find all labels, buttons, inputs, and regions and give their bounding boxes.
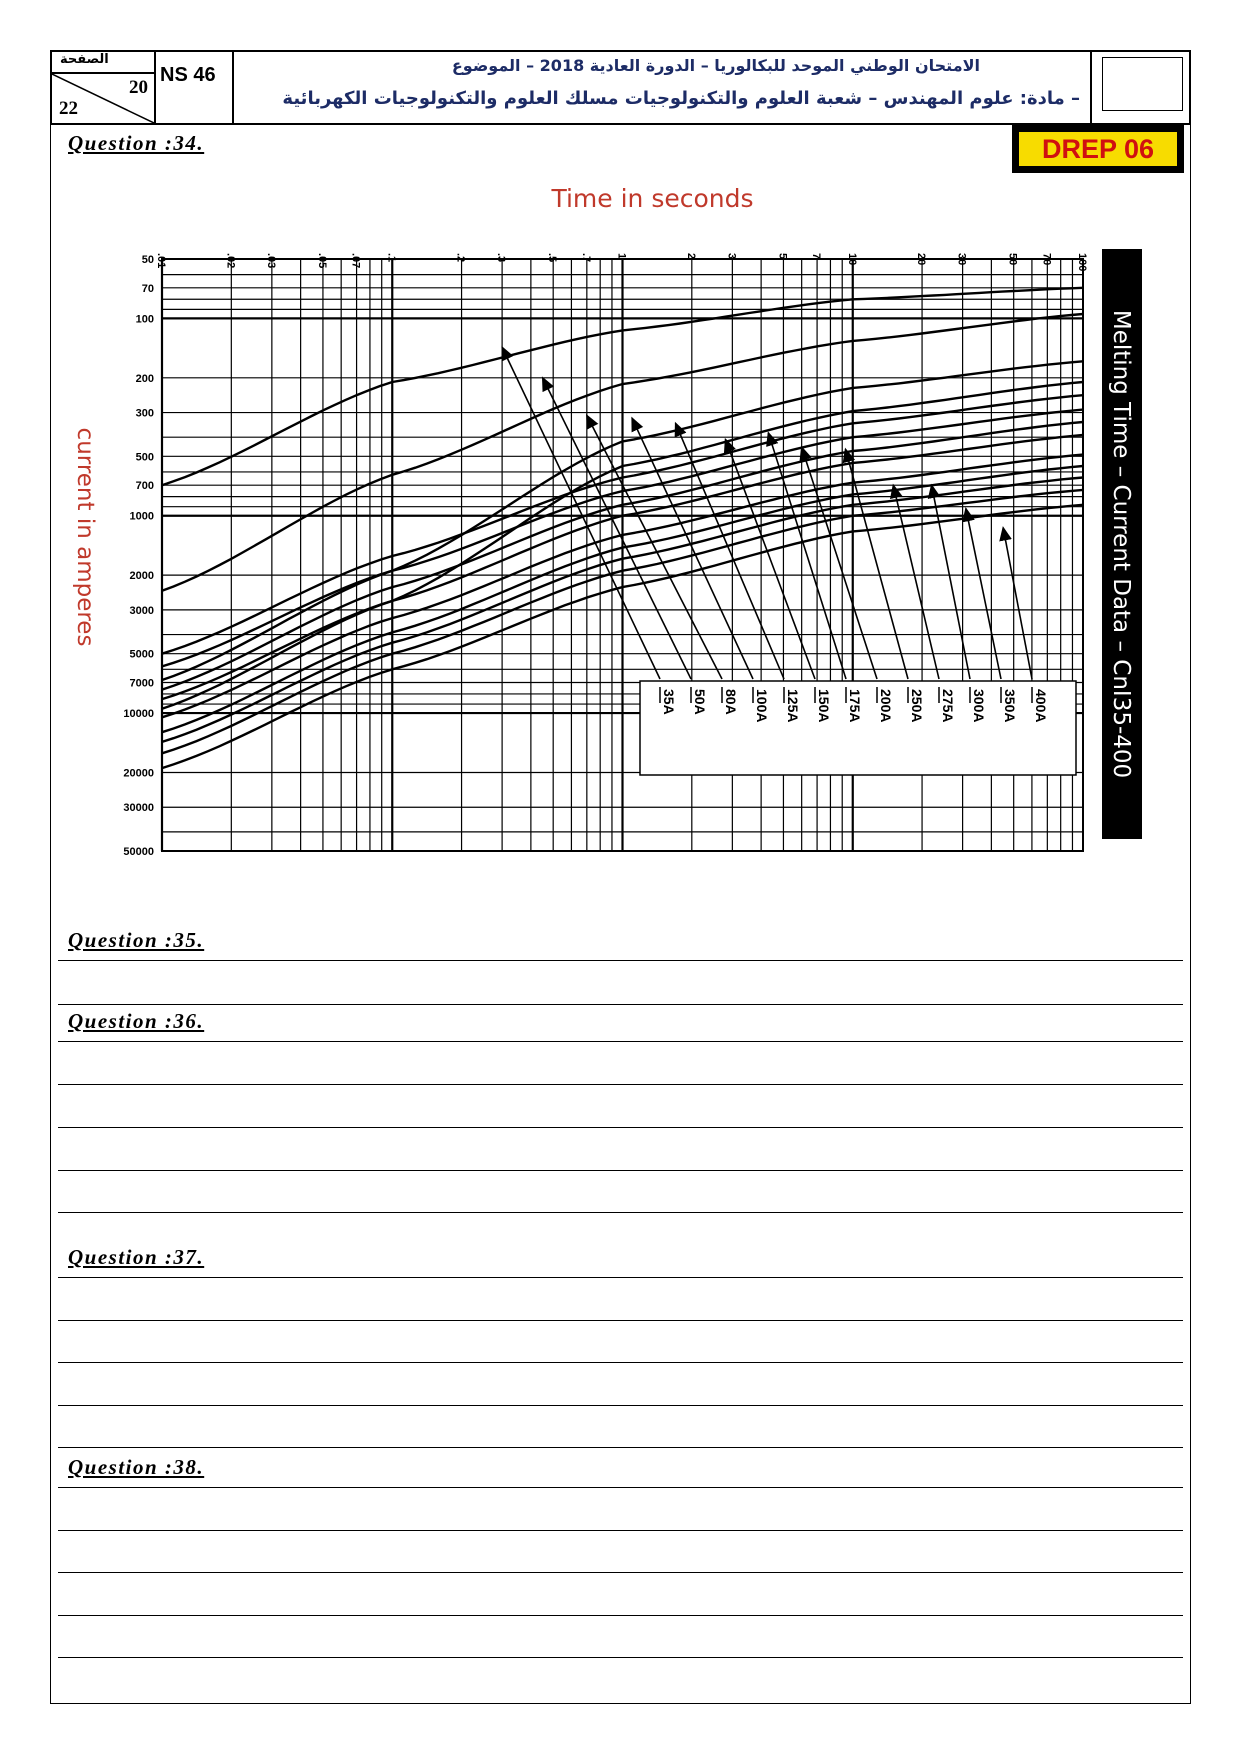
exam-code-box xyxy=(156,52,234,123)
x-tick-label: .05 xyxy=(315,253,328,269)
question-label: Question :35. xyxy=(68,928,205,952)
exam-title-line2: – مادة: علوم المهندس – شعبة العلوم والتكنولوجيات مسلك العلوم والتكنولوجيات الكهربائية xyxy=(282,88,1080,109)
page-current: 20 xyxy=(129,77,148,98)
answer-line[interactable] xyxy=(58,1572,1183,1573)
answer-line[interactable] xyxy=(58,1405,1183,1406)
y-tick-label: 70 xyxy=(141,282,154,295)
x-tick-label: 7 xyxy=(810,253,823,260)
answer-line[interactable] xyxy=(58,1084,1183,1085)
side-title: Melting Time – Current Data – CnI35-400 xyxy=(1108,309,1134,779)
x-tick-label: .1 xyxy=(385,253,398,263)
legend-label: 100A xyxy=(754,689,770,723)
legend-label: 125A xyxy=(785,689,801,723)
exam-title-box xyxy=(234,52,1092,123)
page-total: 22 xyxy=(59,98,78,119)
legend-label: 200A xyxy=(878,689,894,723)
x-tick-label: 50 xyxy=(1006,253,1019,266)
answer-line[interactable] xyxy=(58,1615,1183,1616)
y-tick-label: 500 xyxy=(135,451,154,464)
x-tick-label: 1 xyxy=(615,253,628,260)
drep-badge xyxy=(1012,125,1184,173)
fuse-chart xyxy=(60,175,1145,855)
answer-line[interactable] xyxy=(58,1530,1183,1531)
y-tick-label: 50 xyxy=(141,254,154,266)
y-tick-label: 700 xyxy=(135,480,154,493)
answer-line[interactable] xyxy=(58,1362,1183,1363)
y-tick-label: 50000 xyxy=(123,846,154,855)
answer-line[interactable] xyxy=(58,1212,1183,1213)
exam-title-line1: الامتحان الوطني الموحد للبكالوريا – الدورة العادية 2018 – الموضوع xyxy=(451,56,980,75)
page-label: الصفحة xyxy=(60,52,109,67)
y-tick-label: 3000 xyxy=(129,604,154,617)
x-tick-label: 5 xyxy=(776,253,789,260)
answer-line[interactable] xyxy=(58,1320,1183,1321)
legend-label: 400A xyxy=(1033,689,1049,723)
answer-line[interactable] xyxy=(58,1004,1183,1005)
answer-line[interactable] xyxy=(58,1447,1183,1448)
answer-line[interactable] xyxy=(58,1127,1183,1128)
y-tick-label: 7000 xyxy=(129,677,154,690)
x-tick-label: 30 xyxy=(955,253,968,266)
question-label: Question :37. xyxy=(68,1245,205,1269)
answer-line[interactable] xyxy=(58,1041,1183,1042)
answer-line[interactable] xyxy=(58,1657,1183,1658)
x-tick-label: 10 xyxy=(845,253,858,266)
x-tick-label: 70 xyxy=(1040,253,1053,266)
answer-line[interactable] xyxy=(58,960,1183,961)
y-tick-label: 30000 xyxy=(123,802,154,815)
x-tick-label: .2 xyxy=(454,253,467,263)
legend-label: 250A xyxy=(909,689,925,723)
y-tick-label: 10000 xyxy=(123,708,154,721)
x-tick-label: .5 xyxy=(546,253,559,263)
question-label: Question :38. xyxy=(68,1455,205,1479)
x-tick-label: .7 xyxy=(579,253,592,263)
x-tick-label: .02 xyxy=(224,253,237,269)
x-tick-label: 20 xyxy=(915,253,928,266)
x-tick-label: 100 xyxy=(1076,253,1088,272)
answer-line[interactable] xyxy=(58,1487,1183,1488)
y-tick-label: 1000 xyxy=(129,510,154,523)
x-tick-label: .07 xyxy=(349,253,362,269)
x-tick-label: 2 xyxy=(684,253,697,260)
answer-line[interactable] xyxy=(58,1277,1183,1278)
y-tick-label: 2000 xyxy=(129,570,154,583)
legend-label: 150A xyxy=(816,689,832,723)
y-tick-label: 200 xyxy=(135,372,154,385)
answer-line[interactable] xyxy=(58,1170,1183,1171)
exam-code: NS 46 xyxy=(160,64,216,86)
legend-label: 50A xyxy=(692,689,708,715)
page-number-box xyxy=(52,52,156,123)
legend-label: 35A xyxy=(661,689,677,715)
drep-badge-label: DREP 06 xyxy=(1019,132,1177,166)
y-tick-label: 20000 xyxy=(123,767,154,780)
legend-label: 350A xyxy=(1002,689,1018,723)
exam-header xyxy=(50,50,1191,125)
legend-label: 275A xyxy=(940,689,956,723)
x-tick-label: .01 xyxy=(155,253,167,269)
question-label: Question :36. xyxy=(68,1009,205,1033)
blank-box xyxy=(1102,57,1183,111)
question-label: Question :34. xyxy=(68,131,205,155)
y-tick-label: 100 xyxy=(135,313,154,326)
y-tick-label: 5000 xyxy=(129,648,154,661)
x-tick-label: .03 xyxy=(264,253,277,269)
x-tick-label: 3 xyxy=(725,253,738,260)
legend-label: 175A xyxy=(847,689,863,723)
x-tick-label: .3 xyxy=(495,253,508,263)
legend-label: 300A xyxy=(971,689,987,723)
y-tick-label: 300 xyxy=(135,407,154,420)
y-axis-label: current in amperes xyxy=(72,427,98,647)
chart-title: Time in seconds xyxy=(551,184,754,213)
legend-label: 80A xyxy=(723,689,739,715)
